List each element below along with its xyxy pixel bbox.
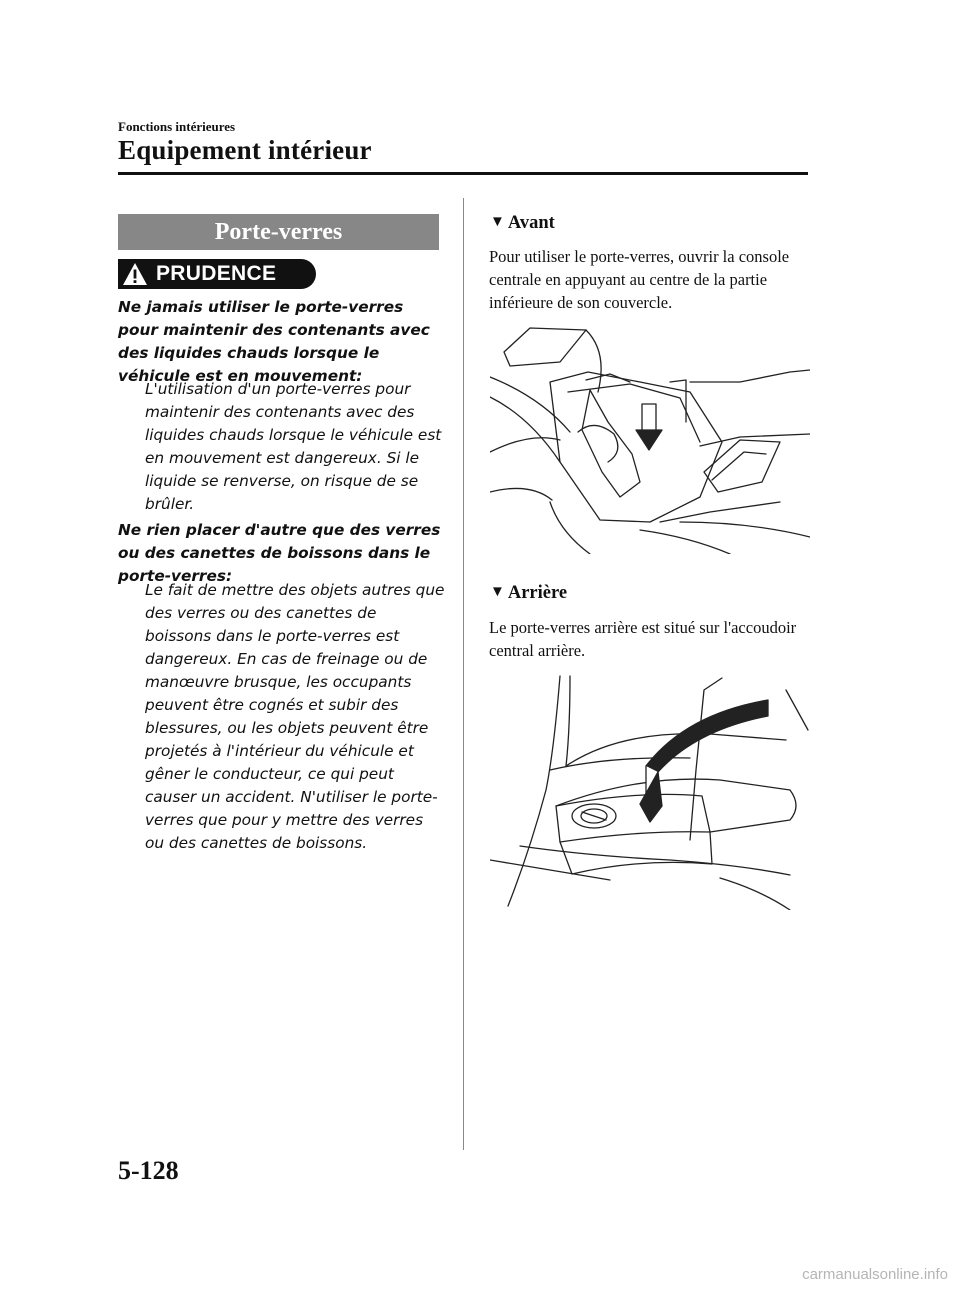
warning-1-title: Ne jamais utiliser le porte-verres pour maintenir des contenants avec des liquides chauds lorsque le véhicule est en mouvement: [118,298,430,385]
warning-2-body: Le fait de mettre des objets autres que des verres ou des canettes de boissons dans le porte-verres est dangereux. En cas de freinage ou de manœuvre brusque, les occupants peuvent être cognés et subir des blessures, ou les objets peuvent être projetés à l'intérieur du véhicule et gêner le conducteur, ce qui peut causer un accident. N'utiliser le porte-verres que pour y mettre des verres ou des canettes de boissons. [145,581,445,852]
rear-heading [490,583,567,604]
warning-icon [122,262,148,286]
watermark: carmanualsonline.info [802,1266,948,1283]
section-heading: Porte-verres [118,214,439,250]
warning-2-title: Ne rien placer d'autre que des verres ou des canettes de boissons dans le porte-verres: [118,521,441,585]
caution-badge [118,259,316,289]
page-title: Equipement intérieur [118,135,372,165]
front-paragraph: Pour utiliser le porte-verres, ouvrir la console centrale en appuyant au centre de la partie inférieure de son couvercle. [489,247,790,312]
column-divider [463,198,464,1150]
front-console-illustration [490,322,810,554]
rear-heading-label: Arrière [507,583,568,603]
caution-label: PRUDENCE [156,262,277,285]
front-heading-label: Avant [507,213,555,233]
header-rule [118,172,808,175]
front-heading [490,213,555,234]
triangle-marker-icon: ▼ [490,584,505,600]
section-label: Fonctions intérieures [118,119,236,134]
rear-armrest-illustration [490,670,810,910]
page-number: 5-128 [118,1156,179,1185]
rear-paragraph: Le porte-verres arrière est situé sur l'accoudoir central arrière. [489,618,797,660]
triangle-marker-icon: ▼ [490,214,505,230]
warning-1-body: L'utilisation d'un porte-verres pour maintenir des contenants avec des liquides chauds lorsque le véhicule est en mouvement est dangereux. Si le liquide se renverse, on risque de se brûler. [145,380,442,513]
